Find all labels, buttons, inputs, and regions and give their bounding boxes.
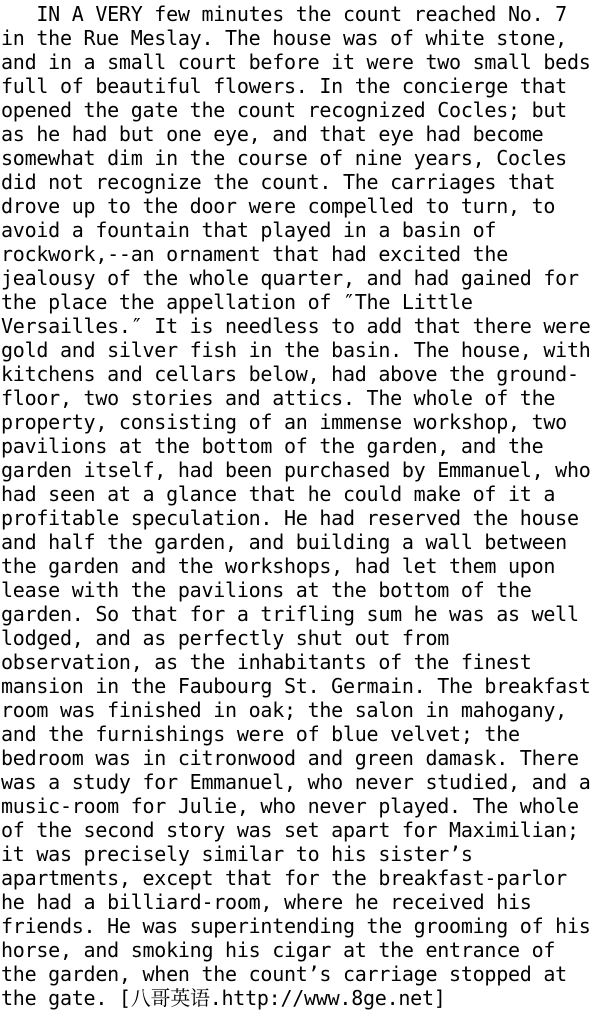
text-line: bedroom was in citronwood and green damask. There: [1, 746, 579, 770]
text-line: rockwork,--an ornament that had excited the: [1, 242, 509, 266]
text-line: the garden and the workshops, had let them upon: [1, 554, 556, 578]
text-line: IN A VERY few minutes the count reached No. 7: [1, 2, 567, 26]
document-page: [1, 2, 600, 1010]
text-line: garden. So that for a trifling sum he was as well: [1, 602, 579, 626]
text-line: the gate. [八哥英语.http://www.8ge.net]: [1, 986, 446, 1010]
text-line: and half the garden, and building a wall between: [1, 530, 567, 554]
text-line: music-room for Julie, who never played. The whole: [1, 794, 579, 818]
text-line: observation, as the inhabitants of the finest: [1, 650, 532, 674]
text-line: lodged, and as perfectly shut out from: [1, 626, 450, 650]
text-line: kitchens and cellars below, had above the ground-: [1, 362, 579, 386]
text-line: as he had but one eye, and that eye had become: [1, 122, 544, 146]
text-line: was a study for Emmanuel, who never studied, and a: [1, 770, 591, 794]
text-line: full of beautiful flowers. In the concierge that: [1, 74, 567, 98]
text-line: it was precisely similar to his sister’s: [1, 842, 473, 866]
text-line: drove up to the door were compelled to turn, to: [1, 194, 556, 218]
text-line: and the furnishings were of blue velvet; the: [1, 722, 520, 746]
text-line: he had a billiard-room, where he received his: [1, 890, 532, 914]
text-line: lease with the pavilions at the bottom of the: [1, 578, 532, 602]
document-body: [1, 2, 600, 1010]
text-line: somewhat dim in the course of nine years, Cocles: [1, 146, 567, 170]
text-line: friends. He was superintending the grooming of his: [1, 914, 591, 938]
text-line: had seen at a glance that he could make of it a: [1, 482, 556, 506]
text-line: the place the appellation of ″The Little: [1, 290, 473, 314]
text-line: mansion in the Faubourg St. Germain. The breakfast: [1, 674, 591, 698]
text-line: avoid a fountain that played in a basin of: [1, 218, 497, 242]
text-line: horse, and smoking his cigar at the entrance of: [1, 938, 556, 962]
text-line: of the second story was set apart for Maximilian;: [1, 818, 579, 842]
text-line: did not recognize the count. The carriages that: [1, 170, 556, 194]
text-line: garden itself, had been purchased by Emmanuel, who: [1, 458, 591, 482]
text-line: property, consisting of an immense workshop, two: [1, 410, 567, 434]
text-line: the garden, when the count’s carriage stopped at: [1, 962, 567, 986]
text-line: apartments, except that for the breakfast-parlor: [1, 866, 567, 890]
text-line: Versailles.″ It is needless to add that there were: [1, 314, 591, 338]
text-line: floor, two stories and attics. The whole of the: [1, 386, 556, 410]
text-line: room was finished in oak; the salon in mahogany,: [1, 698, 567, 722]
text-line: opened the gate the count recognized Cocles; but: [1, 98, 567, 122]
text-line: profitable speculation. He had reserved the house: [1, 506, 579, 530]
text-line: and in a small court before it were two small beds: [1, 50, 591, 74]
text-line: in the Rue Meslay. The house was of white stone,: [1, 26, 567, 50]
text-line: pavilions at the bottom of the garden, and the: [1, 434, 544, 458]
text-line: jealousy of the whole quarter, and had gained for: [1, 266, 579, 290]
text-line: gold and silver fish in the basin. The house, with: [1, 338, 591, 362]
